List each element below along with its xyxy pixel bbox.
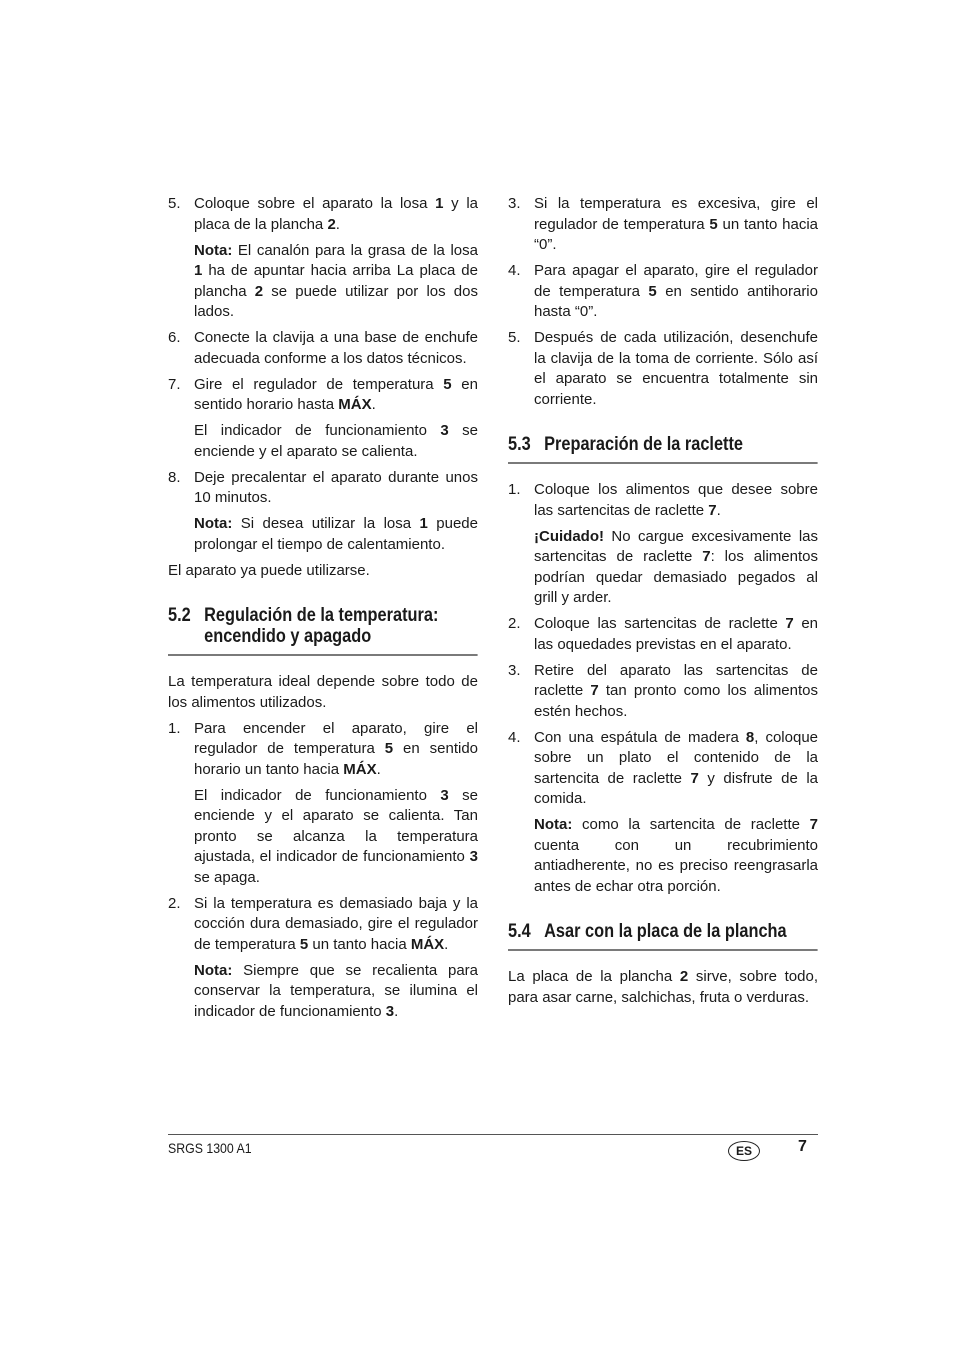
list-item bbox=[508, 261, 818, 323]
item-note: Nota: Si desea utilizar la losa 1 puede prolongar el tiempo de calentamiento. bbox=[194, 515, 478, 553]
list-item bbox=[168, 468, 478, 556]
model-number: SRGS 1300 A1 bbox=[168, 1140, 252, 1156]
list-item bbox=[508, 661, 818, 723]
item-number: 5. bbox=[508, 329, 521, 346]
item-text: Coloque sobre el aparato la losa 1 y la placa de la plancha 2. bbox=[194, 195, 478, 233]
item-note: El indicador de funcionamiento 3 se enciende y el aparato se calienta. bbox=[194, 422, 478, 460]
list-item bbox=[508, 480, 818, 609]
item-number: 4. bbox=[508, 262, 521, 279]
list-item bbox=[168, 375, 478, 463]
item-number: 5. bbox=[168, 195, 181, 212]
item-note: Nota: Siempre que se recalienta para conservar la temperatura, se ilumina el indicador de funcionamiento 3. bbox=[194, 961, 478, 1020]
list-item bbox=[168, 328, 478, 369]
item-text: Retire del aparato las sartencitas de raclette 7 tan pronto como los alimentos estén hechos. bbox=[534, 661, 819, 720]
item-text: Para encender el aparato, gire el regulador de temperatura 5 en sentido horario un tanto hacia MÁX. bbox=[194, 719, 478, 778]
section-number: 5.2 bbox=[168, 605, 191, 626]
item-number: 2. bbox=[508, 615, 521, 632]
item-note: Nota: como la sartencita de raclette 7 cuenta con un recubrimiento antiadherente, no es preciso reengrasarla antes de echar otra porción. bbox=[534, 816, 818, 895]
instruction-list bbox=[508, 480, 818, 897]
item-number: 3. bbox=[508, 661, 521, 679]
section-heading-5-2 bbox=[168, 605, 477, 656]
left-column bbox=[168, 194, 478, 1028]
item-text: Conecte la clavija a una base de enchufe adecuada conforme a los datos técnicos. bbox=[194, 329, 478, 367]
instruction-list bbox=[508, 194, 818, 410]
section-body: La placa de la plancha 2 sirve, sobre todo, para asar carne, salchichas, fruta o verduras. bbox=[508, 968, 818, 1006]
section-heading-5-3 bbox=[508, 434, 817, 464]
item-number: 1. bbox=[168, 719, 181, 737]
item-number: 6. bbox=[168, 329, 181, 346]
page-number: 7 bbox=[798, 1138, 807, 1155]
section-heading-5-4 bbox=[508, 921, 817, 951]
item-text: Para apagar el aparato, gire el regulador de temperatura 5 en sentido antihorario hasta “0”. bbox=[534, 262, 818, 320]
section-number: 5.3 bbox=[508, 434, 531, 455]
ready-statement: El aparato ya puede utilizarse. bbox=[168, 561, 370, 579]
section-title: Preparación de la raclette bbox=[544, 434, 744, 455]
item-number: 2. bbox=[168, 894, 181, 912]
item-text: Si la temperatura es excesiva, gire el regulador de temperatura 5 un tanto hacia “0”. bbox=[534, 195, 818, 253]
item-number: 1. bbox=[508, 481, 521, 498]
list-item bbox=[508, 328, 818, 410]
item-number: 3. bbox=[508, 195, 521, 212]
list-item bbox=[168, 719, 478, 889]
item-number: 7. bbox=[168, 375, 181, 393]
item-text: Coloque los alimentos que desee sobre las sartencitas de raclette 7. bbox=[534, 481, 818, 519]
list-item bbox=[508, 614, 818, 655]
list-item bbox=[508, 728, 818, 898]
item-text: Gire el regulador de temperatura 5 en sentido horario hasta MÁX. bbox=[194, 375, 478, 413]
item-text: Coloque las sartencitas de raclette 7 en las oquedades previstas en el aparato. bbox=[534, 615, 819, 653]
item-note: Nota: El canalón para la grasa de la losa 1 ha de apuntar hacia arriba La placa de plancha 2 se puede utilizar por los dos lados. bbox=[194, 241, 478, 320]
item-note: El indicador de funcionamiento 3 se enciende y el aparato se calienta. Tan pronto se alcanza la temperatura ajustada, el indicador de funcionamiento 3 se apaga. bbox=[194, 786, 478, 886]
section-title: Asar con la placa de la plancha bbox=[544, 921, 787, 942]
item-note: ¡Cuidado! No cargue excesivamente las sartencitas de raclette 7: los alimentos podrían quedar demasiado pegados al grill y arder. bbox=[534, 527, 818, 606]
list-item bbox=[168, 894, 478, 1023]
section-number: 5.4 bbox=[508, 921, 531, 942]
footer-divider bbox=[168, 1134, 818, 1135]
instruction-list bbox=[168, 194, 478, 555]
item-text: Deje precalentar el aparato durante unos 10 minutos. bbox=[194, 468, 478, 506]
list-item bbox=[508, 194, 818, 256]
instruction-list bbox=[168, 719, 478, 1023]
right-column bbox=[508, 194, 818, 1014]
language-badge: ES bbox=[728, 1141, 760, 1161]
section-title: Regulación de la temperatura: encendido y apagado bbox=[204, 605, 439, 647]
list-item bbox=[168, 194, 478, 323]
item-text: Después de cada utilización, desenchufe la clavija de la toma de corriente. Sólo así el aparato se encuentra totalmente sin corriente. bbox=[534, 329, 818, 408]
section-intro: La temperatura ideal depende sobre todo de los alimentos utilizados. bbox=[168, 673, 478, 711]
item-number: 8. bbox=[168, 468, 181, 486]
item-text: Si la temperatura es demasiado baja y la cocción dura demasiado, gire el regulador de temperatura 5 un tanto hacia MÁX. bbox=[194, 894, 478, 953]
item-number: 4. bbox=[508, 728, 521, 746]
item-text: Con una espátula de madera 8, coloque sobre un plato el contenido de la sartencita de raclette 7 y disfrute de la comida. bbox=[534, 728, 818, 807]
